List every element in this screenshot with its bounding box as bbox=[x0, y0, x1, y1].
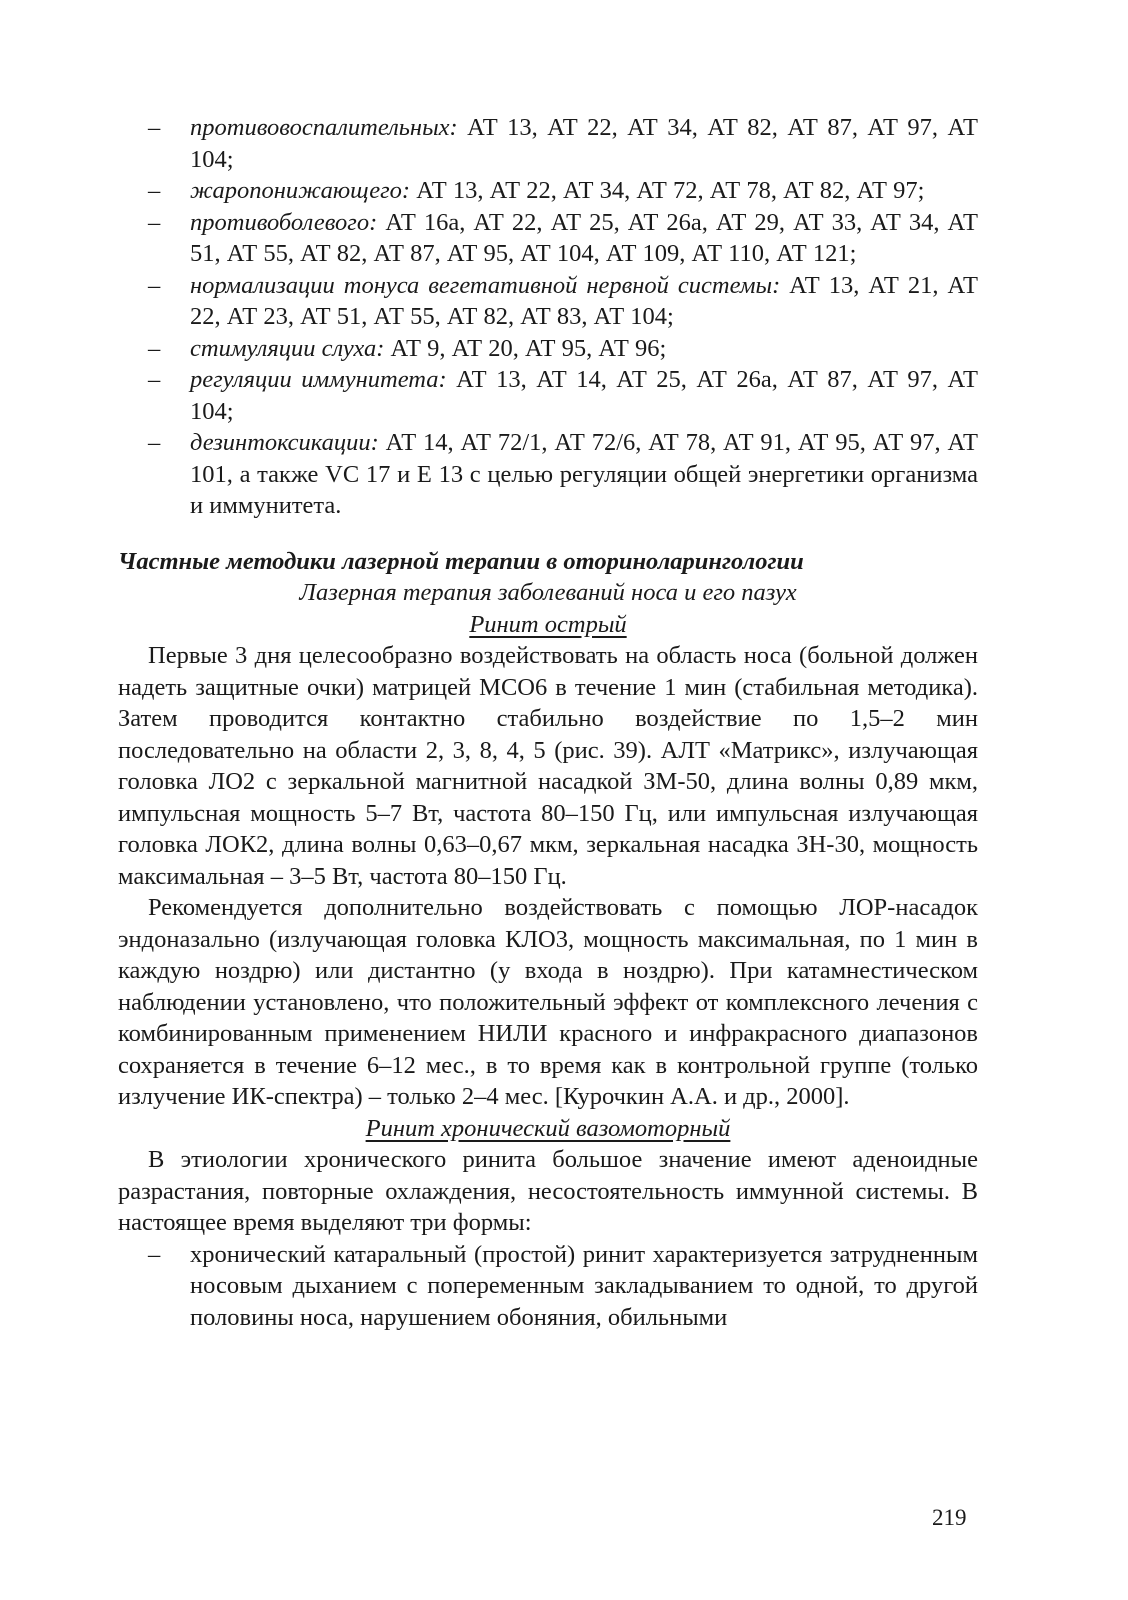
dash-marker: – bbox=[148, 177, 161, 204]
topic-heading-acute-rhinitis: Ринит острый bbox=[469, 610, 627, 638]
dash-marker: – bbox=[148, 114, 161, 141]
list-item-text: хронический катаральный (простой) ринит характеризуется затрудненным носовым дыханием с попеременным закладыванием то одной, то другой половины носа, нарушением обоняния, обильными bbox=[190, 1240, 978, 1331]
list-item-text: АТ 14, АТ 72/1, АТ 72/6, АТ 78, АТ 91, АТ 95, АТ 97, АТ 101, а также VC 17 и Е 13 с целью регуляции общей энергетики организма и иммунитета. bbox=[190, 429, 978, 519]
dash-marker: – bbox=[148, 366, 161, 393]
subsection-heading: Лазерная терапия заболеваний носа и его пазух bbox=[299, 579, 797, 606]
dash-marker: – bbox=[148, 1240, 161, 1268]
list-item-label: нормализации тонуса вегетативной нервной системы: bbox=[190, 271, 781, 299]
list-item-label: дезинтоксикации: bbox=[190, 429, 379, 456]
paragraph: Рекомендуется дополнительно воздействовать с помощью ЛОР-насадок эндоназально (излучающая головка КЛО3, мощность максимальная, по 1 мин в каждую ноздрю) или дистантно (у входа в ноздрю). При катамнестическом наблюдении установлено, что положительный эффект от комплексного лечения с комбинированным применением НИЛИ красного и инфракрасного диапазонов сохраняется в течение 6–12 мес., в то время как в контрольной группе (только излучение ИК-спектра) – только 2–4 мес. [Курочкин А.А. и др., 2000]. bbox=[118, 894, 978, 1110]
list-item bbox=[118, 364, 978, 427]
chronic-forms-list bbox=[118, 1239, 978, 1334]
section-heading: Частные методики лазерной терапии в оториноларингологии bbox=[118, 547, 804, 575]
list-item-text: АТ 13, АТ 21, АТ 22, АТ 23, АТ 51, АТ 55, АТ 82, АТ 83, АТ 104; bbox=[190, 271, 978, 330]
list-item-label: жаропонижающего: bbox=[190, 177, 411, 204]
list-item bbox=[118, 270, 978, 333]
list-item-text: АТ 13, АТ 22, АТ 34, АТ 82, АТ 87, АТ 97, АТ 104; bbox=[190, 114, 978, 173]
indications-list bbox=[118, 112, 978, 522]
list-item-label: противовоспалительных: bbox=[190, 114, 458, 141]
page-number: 219 bbox=[932, 1505, 967, 1530]
text-column bbox=[118, 112, 978, 1333]
list-item-text: АТ 13, АТ 22, АТ 34, АТ 72, АТ 78, АТ 82, АТ 97; bbox=[410, 177, 925, 204]
list-item bbox=[118, 1239, 978, 1334]
list-item-label: противоболевого: bbox=[190, 208, 378, 236]
dash-marker: – bbox=[148, 208, 161, 236]
list-item-label: стимуляции слуха: bbox=[190, 334, 385, 362]
list-item bbox=[118, 207, 978, 270]
list-item-text: АТ 16а, АТ 22, АТ 25, АТ 26а, АТ 29, АТ 33, АТ 34, АТ 51, АТ 55, АТ 82, АТ 87, АТ 95, АТ 104, АТ 109, АТ 110, АТ 121; bbox=[190, 208, 978, 267]
list-item bbox=[118, 175, 978, 207]
list-item-text: АТ 9, АТ 20, АТ 95, АТ 96; bbox=[384, 334, 667, 362]
paragraph: В этиологии хронического ринита большое значение имеют аденоидные разрастания, повторные охлаждения, несостоятельность иммунной системы. В настоящее время выделяют три формы: bbox=[118, 1146, 978, 1236]
list-item-text: АТ 13, АТ 14, АТ 25, АТ 26а, АТ 87, АТ 97, АТ 104; bbox=[190, 366, 978, 425]
list-item-label: регуляции иммунитета: bbox=[190, 366, 447, 393]
dash-marker: – bbox=[148, 429, 161, 456]
paragraph: Первые 3 дня целесообразно воздействовать на область носа (больной должен надеть защитные очки) матрицей МСО6 в течение 1 мин (стабильная методика). Затем проводится контактно стабильно воздействие по 1,5–2 мин последовательно на области 2, 3, 8, 4, 5 (рис. 39). АЛТ «Матрикс», излучающая головка ЛО2 с зеркальной магнитной насадкой ЗМ-50, длина волны 0,89 мкм, импульсная мощность 5–7 Вт, частота 80–150 Гц, или импульсная излучающая головка ЛОК2, длина волны 0,63–0,67 мкм, зеркальная насадка ЗН-30, мощность максимальная – 3–5 Вт, частота 80–150 Гц. bbox=[118, 642, 978, 890]
dash-marker: – bbox=[148, 334, 161, 362]
list-item bbox=[118, 333, 978, 365]
dash-marker: – bbox=[148, 271, 161, 299]
list-item bbox=[118, 427, 978, 522]
topic-heading-chronic-rhinitis: Ринит хронический вазомоторный bbox=[365, 1114, 731, 1142]
list-item bbox=[118, 112, 978, 175]
